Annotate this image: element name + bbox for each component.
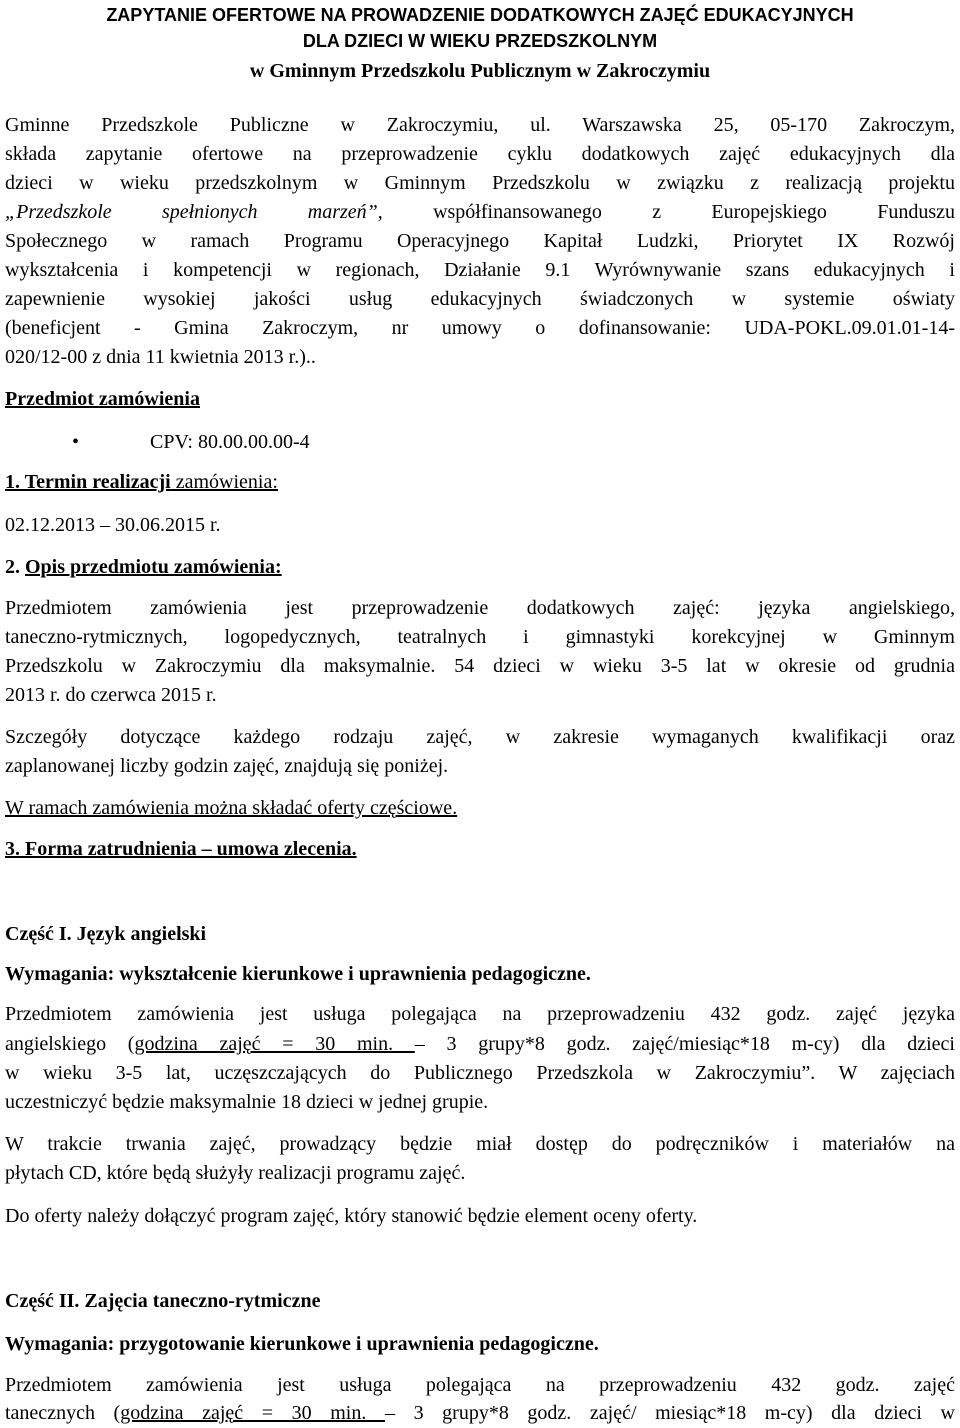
part2-line: Przedmiotem zamówienia jest usługa polegająca na przeprowadzeniu 432 godz. zajęć bbox=[5, 1374, 955, 1396]
description-heading bbox=[5, 553, 955, 581]
description-heading-text: Opis przedmiotu zamówienia: bbox=[25, 556, 282, 578]
partial-offers-note: W ramach zamówienia można składać oferty częściowe. bbox=[5, 797, 458, 819]
description-line: Szczegóły dotyczące każdego rodzaju zajęć, w zakresie wymaganych kwalifikacji oraz bbox=[5, 726, 955, 748]
description-line: Przedszkolu w Zakroczymiu dla maksymalnie. 54 dzieci w wieku 3-5 lat w okresie od grudnia bbox=[5, 655, 955, 677]
part1-title: Część I. Język angielski bbox=[5, 923, 207, 945]
term-heading-bold: 1. Termin realizacji bbox=[5, 471, 171, 493]
description-heading-number: 2. bbox=[5, 556, 25, 578]
cpv-item bbox=[72, 428, 310, 456]
document-title-line-2: DLA DZIECI W WIEKU PRZEDSZKOLNYM bbox=[302, 31, 658, 51]
intro-line: Gminne Przedszkole Publiczne w Zakroczymiu, ul. Warszawska 25, 05-170 Zakroczym, bbox=[5, 114, 955, 136]
part1-line: Przedmiotem zamówienia jest usługa polegająca na przeprowadzeniu 432 godz. zajęć języka bbox=[5, 1003, 955, 1025]
lesson-length: godzina zajęć = 30 min. bbox=[120, 1402, 385, 1424]
description-line: 2013 r. do czerwca 2015 r. bbox=[5, 684, 217, 706]
intro-line: (beneficjent - Gmina Zakroczym, nr umowy o dofinansowanie: UDA-POKL.09.01.01-14- bbox=[5, 317, 955, 339]
part2-title: Część II. Zajęcia taneczno-rytmiczne bbox=[5, 1290, 321, 1312]
term-heading-rest: zamówienia: bbox=[170, 471, 278, 493]
part1-line-b: – 3 grupy*8 godz. zajęć/miesiąc*18 m-cy) dla dzieci bbox=[414, 1033, 955, 1055]
description-line: taneczno-rytmicznych, logopedycznych, teatralnych i gimnastyki korekcyjnej w Gminnym bbox=[5, 626, 955, 648]
subject-heading: Przedmiot zamówienia bbox=[5, 388, 200, 410]
part2-line-a: tanecznych ( bbox=[5, 1402, 121, 1424]
lesson-length: godzina zajęć = 30 min. bbox=[134, 1033, 415, 1055]
employment-form-label: 3. Forma zatrudnienia – umowa zlecenia. bbox=[5, 838, 357, 860]
intro-line: dzieci w wieku przedszkolnym w Gminnym Przedszkolu w związku z realizacją projektu bbox=[5, 172, 955, 194]
part2-line-b: – 3 grupy*8 godz. zajęć/ miesiąc*18 m-cy) dla dzieci w bbox=[384, 1402, 955, 1424]
part2-requirements: Wymagania: przygotowanie kierunkowe i uprawnienia pedagogiczne. bbox=[5, 1333, 599, 1355]
term-dates: 02.12.2013 – 30.06.2015 r. bbox=[5, 514, 221, 536]
part1-line: W trakcie trwania zajęć, prowadzący będzie miał dostęp do podręczników i materiałów na bbox=[5, 1133, 955, 1155]
part1-line: płytach CD, które będą służyły realizacji programu zajęć. bbox=[5, 1162, 466, 1184]
term-heading bbox=[5, 468, 955, 496]
intro-line: wykształcenia i kompetencji w regionach, Działanie 9.1 Wyrównywanie szans edukacyjnych i bbox=[5, 259, 955, 281]
part1-line: Do oferty należy dołączyć program zajęć, który stanowić będzie element oceny oferty. bbox=[5, 1205, 698, 1227]
intro-line: składa zapytanie ofertowe na przeprowadzenie cyklu dodatkowych zajęć edukacyjnych dla bbox=[5, 143, 955, 165]
document-title-line-1: ZAPYTANIE OFERTOWE NA PROWADZENIE DODATKOWYCH ZAJĘĆ EDUKACYJNYCH bbox=[106, 5, 854, 25]
part1-line-a: angielskiego ( bbox=[5, 1033, 135, 1055]
intro-line: 020/12-00 z dnia 11 kwietnia 2013 r.).. bbox=[5, 346, 316, 368]
document-subtitle: w Gminnym Przedszkolu Publicznym w Zakroczymiu bbox=[249, 60, 711, 82]
employment-form bbox=[5, 835, 955, 863]
part1-line: w wieku 3-5 lat, uczęszczających do Publicznego Przedszkola w Zakroczymiu”. W zajęciach bbox=[5, 1062, 955, 1084]
part1-line: uczestniczyć będzie maksymalnie 18 dzieci w jednej grupie. bbox=[5, 1091, 489, 1113]
description-line: Przedmiotem zamówienia jest przeprowadzenie dodatkowych zajęć: języka angielskiego, bbox=[5, 597, 955, 619]
intro-line-rest: , współfinansowanego z Europejskiego Funduszu bbox=[377, 201, 955, 223]
part1-requirements: Wymagania: wykształcenie kierunkowe i uprawnienia pedagogiczne. bbox=[5, 963, 591, 985]
cpv-code: CPV: 80.00.00.00-4 bbox=[150, 431, 310, 453]
bullet-icon: • bbox=[72, 431, 80, 453]
description-line: zaplanowanej liczby godzin zajęć, znajdują się poniżej. bbox=[5, 755, 449, 777]
intro-line: Społecznego w ramach Programu Operacyjnego Kapitał Ludzki, Priorytet IX Rozwój bbox=[5, 230, 955, 252]
part1-line bbox=[5, 1030, 955, 1058]
intro-line bbox=[5, 198, 955, 226]
intro-line: zapewnienie wysokiej jakości usług edukacyjnych świadczonych w systemie oświaty bbox=[5, 288, 955, 310]
project-name: „Przedszkole spełnionych marzeń” bbox=[5, 201, 378, 223]
part2-line bbox=[5, 1399, 955, 1427]
